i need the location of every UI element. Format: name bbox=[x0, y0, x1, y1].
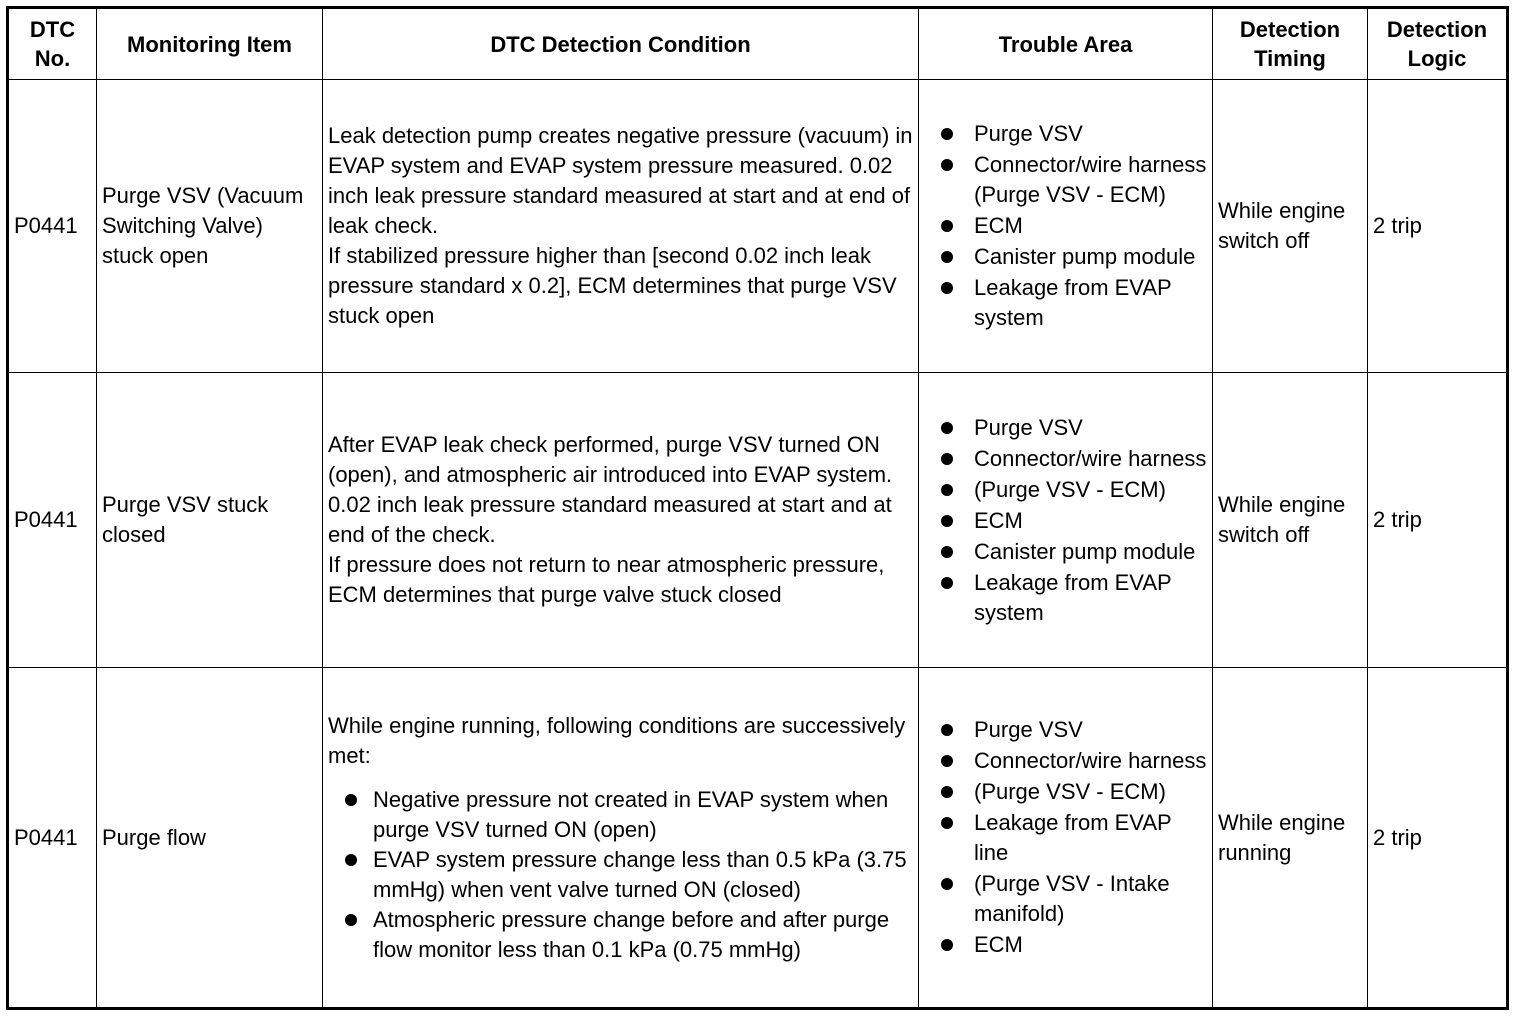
detection-timing: While engine switch off bbox=[1213, 80, 1368, 373]
list-item: Leakage from EVAP line bbox=[924, 808, 1207, 868]
list-item: Purge VSV bbox=[924, 413, 1207, 443]
list-item: Purge VSV bbox=[924, 119, 1207, 149]
list-item: Leakage from EVAP system bbox=[924, 568, 1207, 628]
header-detection-logic: Detection Logic bbox=[1368, 8, 1508, 80]
trouble-area-list bbox=[924, 413, 1207, 628]
trouble-area bbox=[919, 373, 1213, 668]
dtc-code: P0441 bbox=[8, 668, 97, 1009]
condition-list bbox=[328, 785, 913, 965]
table-row bbox=[8, 373, 1508, 668]
list-item: (Purge VSV - ECM) bbox=[924, 475, 1207, 505]
trouble-area-list bbox=[924, 119, 1207, 333]
condition-intro: While engine running, following conditions are successively met: bbox=[328, 712, 906, 768]
list-item: Negative pressure not created in EVAP system when purge VSV turned ON (open) bbox=[328, 785, 913, 845]
header-detection-timing: Detection Timing bbox=[1213, 8, 1368, 80]
list-item: Canister pump module bbox=[924, 537, 1207, 567]
detection-condition bbox=[323, 668, 919, 1009]
detection-logic: 2 trip bbox=[1368, 80, 1508, 373]
list-item: (Purge VSV - Intake manifold) bbox=[924, 869, 1207, 929]
detection-condition: Leak detection pump creates negative pressure (vacuum) in EVAP system and EVAP system pressure measured. 0.02 inch leak pressure standard measured at start and at end of leak check. If stabilized pressure higher than [second 0.02 inch leak pressure standard x 0.2], ECM determines that purge VSV stuck open bbox=[323, 80, 919, 373]
list-item: Atmospheric pressure change before and after purge flow monitor less than 0.1 kPa (0.75 mmHg) bbox=[328, 905, 913, 965]
list-item: ECM bbox=[924, 506, 1207, 536]
monitoring-item: Purge VSV stuck closed bbox=[97, 373, 323, 668]
detection-timing: While engine running bbox=[1213, 668, 1368, 1009]
header-row bbox=[8, 8, 1508, 80]
list-item: Connector/wire harness bbox=[924, 746, 1207, 776]
monitoring-item: Purge VSV (Vacuum Switching Valve) stuck open bbox=[97, 80, 323, 373]
dtc-code: P0441 bbox=[8, 373, 97, 668]
dtc-code: P0441 bbox=[8, 80, 97, 373]
trouble-area bbox=[919, 668, 1213, 1009]
list-item: Leakage from EVAP system bbox=[924, 273, 1207, 333]
detection-logic: 2 trip bbox=[1368, 373, 1508, 668]
header-dtc-no: DTC No. bbox=[8, 8, 97, 80]
detection-logic: 2 trip bbox=[1368, 668, 1508, 1009]
list-item: EVAP system pressure change less than 0.5 kPa (3.75 mmHg) when vent valve turned ON (closed) bbox=[328, 845, 913, 905]
header-monitoring-item: Monitoring Item bbox=[97, 8, 323, 80]
header-detection-condition: DTC Detection Condition bbox=[323, 8, 919, 80]
list-item: ECM bbox=[924, 211, 1207, 241]
dtc-table bbox=[6, 6, 1509, 1010]
table-row bbox=[8, 668, 1508, 1009]
list-item: ECM bbox=[924, 930, 1207, 960]
trouble-area-list bbox=[924, 715, 1207, 960]
list-item: (Purge VSV - ECM) bbox=[924, 777, 1207, 807]
detection-condition: After EVAP leak check performed, purge VSV turned ON (open), and atmospheric air introduced into EVAP system. 0.02 inch leak pressure standard measured at start and at end of the check. If pressure does not return to near atmospheric pressure, ECM determines that purge valve stuck closed bbox=[323, 373, 919, 668]
monitoring-item: Purge flow bbox=[97, 668, 323, 1009]
header-trouble-area: Trouble Area bbox=[919, 8, 1213, 80]
list-item: Connector/wire harness (Purge VSV - ECM) bbox=[924, 150, 1207, 210]
detection-timing: While engine switch off bbox=[1213, 373, 1368, 668]
trouble-area bbox=[919, 80, 1213, 373]
table-row bbox=[8, 80, 1508, 373]
list-item: Canister pump module bbox=[924, 242, 1207, 272]
list-item: Connector/wire harness bbox=[924, 444, 1207, 474]
list-item: Purge VSV bbox=[924, 715, 1207, 745]
